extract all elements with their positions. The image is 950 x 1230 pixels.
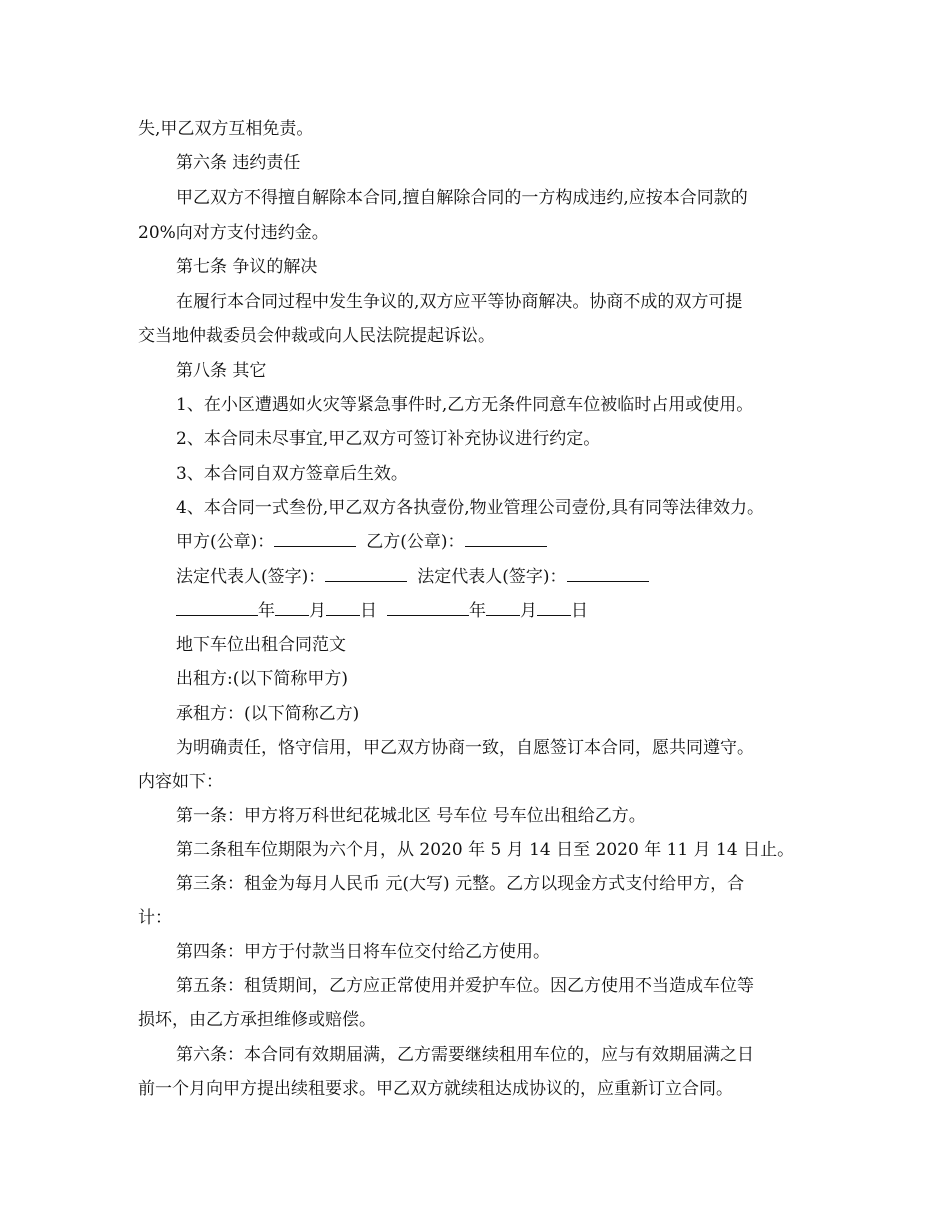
lessee-line: 承租方：(以下简称乙方) (176, 704, 360, 724)
day-label: 日 (571, 601, 588, 621)
list-item: 1、在小区遭遇如火灾等紧急事件时,乙方无条件同意车位被临时占用或使用。 (176, 395, 754, 415)
text-line: 失,甲乙双方互相免责。 (138, 119, 314, 139)
article-line: 第一条：甲方将万科世纪花城北区 号车位 号车位出租给乙方。 (176, 806, 646, 826)
party-a-seal-blank (274, 532, 356, 547)
month-label: 月 (309, 601, 326, 621)
signature-rep-row (176, 560, 818, 594)
party-a-rep-label: 法定代表人(签字)： (176, 567, 326, 587)
text-line: 内容如下： (138, 772, 223, 792)
list-item: 4、本合同一式叁份,甲乙双方各执壹份,物业管理公司壹份,具有同等法律效力。 (176, 498, 765, 518)
text-line: 前一个月向甲方提出续租要求。甲乙双方就续租达成协议的，应重新订立合同。 (138, 1079, 733, 1099)
document-title: 地下车位出租合同范文 (176, 635, 346, 655)
text-line: 在履行本合同过程中发生争议的,双方应平等协商解决。协商不成的双方可提 (176, 292, 743, 312)
text-line: 交当地仲裁委员会仲裁或向人民法院提起诉讼。 (138, 326, 495, 346)
list-item: 3、本合同自双方签章后生效。 (176, 464, 408, 484)
lessor-line: 出租方:(以下简称甲方) (176, 669, 348, 689)
article-line: 第二条租车位期限为六个月，从 2020 年 5 月 14 日至 2020 年 11 月 14 日止。 (176, 840, 795, 860)
list-item: 2、本合同未尽事宜,甲乙双方可签订补充协议进行约定。 (176, 429, 601, 449)
year-blank (176, 601, 258, 616)
text-line: 甲乙双方不得擅自解除本合同,擅自解除合同的一方构成违约,应按本合同款的 (176, 188, 748, 208)
year-label: 年 (258, 601, 275, 621)
text-line: 计： (138, 908, 172, 928)
party-a-rep-blank (325, 567, 407, 582)
article-line: 第四条：甲方于付款当日将车位交付给乙方使用。 (176, 942, 550, 962)
day-blank (326, 601, 360, 616)
month-blank (275, 601, 309, 616)
day-blank (537, 601, 571, 616)
party-b-rep-label: 法定代表人(签字)： (417, 567, 567, 587)
signature-seal-row (176, 525, 818, 559)
party-b-seal-blank (465, 532, 547, 547)
article-line: 第三条：租金为每月人民币 元(大写) 元整。乙方以现金方式支付给甲方，合 (176, 874, 745, 894)
party-a-seal-label: 甲方(公章)： (176, 532, 275, 552)
text-line: 为明确责任，恪守信用，甲乙双方协商一致，自愿签订本合同，愿共同遵守。 (176, 738, 754, 758)
month-label: 月 (520, 601, 537, 621)
article-heading: 第七条 争议的解决 (176, 257, 318, 277)
article-heading: 第六条 违约责任 (176, 153, 301, 173)
article-heading: 第八条 其它 (176, 361, 267, 381)
text-line: 20%向对方支付违约金。 (138, 223, 329, 243)
party-b-seal-label: 乙方(公章)： (366, 532, 465, 552)
party-b-rep-blank (567, 567, 649, 582)
year-label: 年 (469, 601, 486, 621)
day-label: 日 (360, 601, 377, 621)
month-blank (486, 601, 520, 616)
year-blank (387, 601, 469, 616)
signature-date-row (176, 594, 818, 628)
article-line: 第五条：租赁期间，乙方应正常使用并爱护车位。因乙方使用不当造成车位等 (176, 976, 754, 996)
text-line: 损坏，由乙方承担维修或赔偿。 (138, 1010, 376, 1030)
article-line: 第六条：本合同有效期届满，乙方需要继续租用车位的，应与有效期届满之日 (176, 1045, 754, 1065)
